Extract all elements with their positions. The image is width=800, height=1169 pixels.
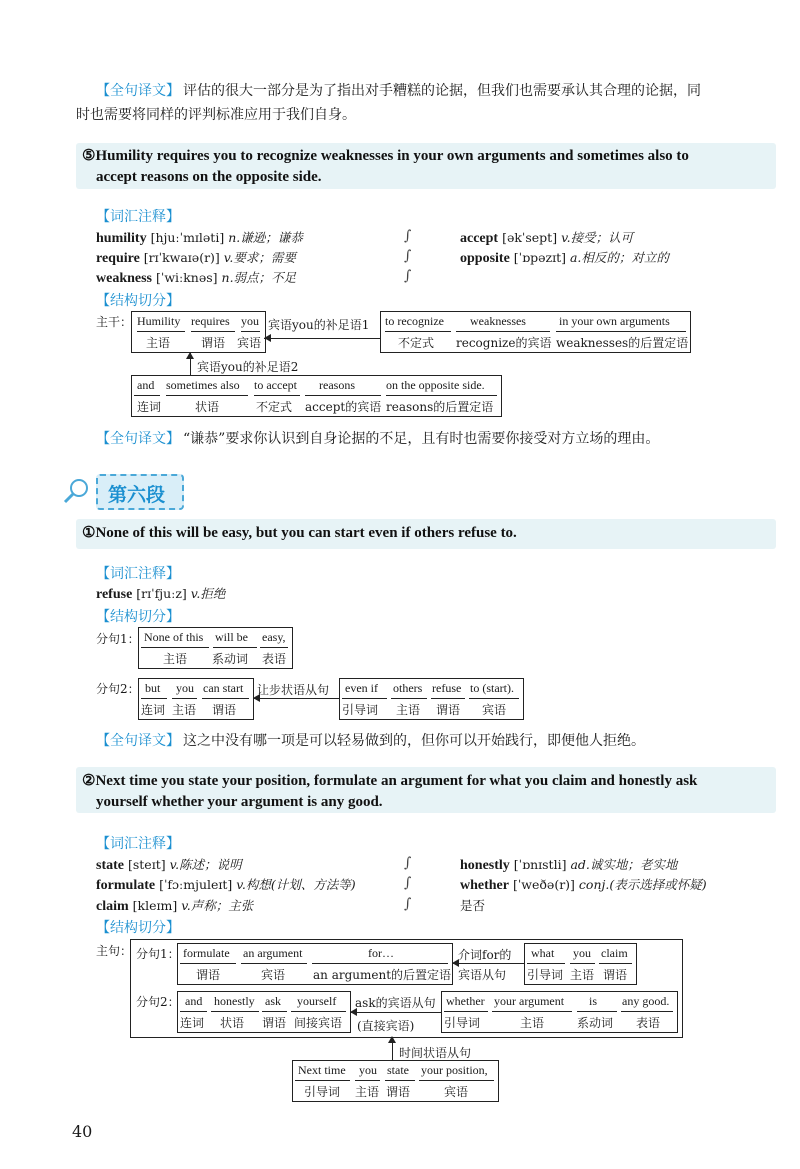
translation-label: 【全句译文】	[96, 83, 180, 99]
sentence-2-line1: ②Next time you state your position, formulate an argument for what you claim and honestly ask	[82, 773, 698, 789]
structure-note: ask的宾语从句	[355, 996, 436, 1010]
structure-word: sometimes also	[166, 378, 240, 392]
vocab-entry: 是否	[460, 898, 486, 913]
clause-label: 分句1：	[136, 947, 180, 961]
structure-word: on the opposite side.	[386, 378, 485, 392]
vocab-entry: humility [hjuːˈmɪləti] n.谦逊；谦恭	[96, 230, 303, 246]
structure-role: 宾语	[482, 703, 507, 717]
translation-text: “谦恭”要求你认识到自身论据的不足，且有时也需要你接受对方立场的理由。	[183, 431, 660, 447]
translation-label: 【全句译文】	[96, 733, 180, 749]
divider-icon: ∫	[404, 268, 412, 284]
structure-role: 连词	[180, 1016, 205, 1030]
vocab-entry: whether [ˈweðə(r)] conj.(表示选择或怀疑)	[460, 877, 707, 893]
vocab-entry: honestly [ˈɒnɪstli] ad.诚实地；老实地	[460, 857, 678, 873]
structure-role: 不定式	[398, 336, 435, 350]
structure-word: you	[359, 1063, 377, 1077]
divider-icon: ∫	[404, 228, 412, 244]
structure-role: 主语	[520, 1016, 545, 1030]
structure-note: 让步状语从句	[257, 683, 330, 697]
translation-text-line1: 评估的很大一部分是为了指出对手糟糕的论据，但我们也需要承认其合理的论据，同	[183, 83, 701, 99]
structure-word: and	[137, 378, 155, 392]
sentence-5-line2: accept reasons on the opposite side.	[96, 169, 322, 185]
structure-role: 间接宾语	[294, 1016, 343, 1030]
structure-word: to recognize	[385, 314, 444, 328]
structure-role: 系动词	[212, 652, 249, 666]
divider-icon: ∫	[404, 855, 412, 871]
structure-word: to accept	[254, 378, 297, 392]
structure-role: accept的宾语	[305, 400, 382, 414]
structure-word: even if	[345, 681, 378, 695]
structure-word: Humility	[137, 314, 181, 328]
structure-word: you	[241, 314, 259, 328]
vocab-entry: state [steɪt] v.陈述；说明	[96, 857, 242, 873]
structure-role: 谓语	[196, 968, 221, 982]
structure-role: 主语	[396, 703, 421, 717]
clause-label: 分句2：	[96, 682, 140, 696]
structure-word: will be	[215, 630, 248, 644]
structure-role: 状语	[220, 1016, 245, 1030]
structure-word: state	[387, 1063, 409, 1077]
structure-role: 引导词	[342, 703, 379, 717]
structure-word: is	[589, 994, 598, 1008]
structure-role: 主语	[355, 1085, 380, 1099]
vocab-entry: claim [kleɪm] v.声称；主张	[96, 898, 254, 914]
structure-role: 主语	[172, 703, 197, 717]
structure-role: 连词	[141, 703, 166, 717]
structure-role: 引导词	[444, 1016, 481, 1030]
structure-word: easy,	[262, 630, 286, 644]
structure-label: 【结构切分】	[96, 293, 180, 309]
structure-role: 宾语	[237, 336, 262, 350]
structure-role: 连词	[137, 400, 162, 414]
structure-word: in your own arguments	[559, 314, 670, 328]
structure-role: 谓语	[262, 1016, 287, 1030]
divider-icon: ∫	[404, 896, 412, 912]
structure-word: formulate	[183, 946, 230, 960]
translation-text-line2: 时也需要将同样的评判标准应用于我们自身。	[76, 107, 356, 123]
main-clause-label: 主句：	[96, 944, 133, 958]
structure-note: 宾语you的补足语1	[268, 318, 370, 332]
structure-role: 不定式	[256, 400, 293, 414]
structure-role: weaknesses的后置定语	[556, 336, 689, 350]
structure-role: 状语	[195, 400, 220, 414]
structure-role: 谓语	[603, 968, 628, 982]
structure-word: for…	[368, 946, 394, 960]
structure-role: 谓语	[436, 703, 461, 717]
structure-role: 谓语	[201, 336, 226, 350]
main-clause-label: 主干：	[96, 315, 133, 329]
structure-note: (直接宾语)	[357, 1019, 415, 1033]
structure-note: 时间状语从句	[399, 1046, 472, 1060]
structure-word: to (start).	[470, 681, 514, 695]
structure-word: others	[393, 681, 423, 695]
vocab-label: 【词汇注释】	[96, 209, 180, 225]
structure-label: 【结构切分】	[96, 609, 180, 625]
translation-label: 【全句译文】	[96, 431, 180, 447]
structure-word: but	[145, 681, 161, 695]
structure-word: yourself	[297, 994, 337, 1008]
structure-word: your position,	[421, 1063, 488, 1077]
structure-word: you	[573, 946, 591, 960]
magnifier-icon	[62, 476, 92, 506]
divider-icon: ∫	[404, 875, 412, 891]
vocab-entry: accept [əkˈsept] v.接受；认可	[460, 230, 634, 246]
structure-word: honestly	[214, 994, 255, 1008]
sentence-2-line2: yourself whether your argument is any good.	[96, 794, 383, 810]
sentence-2	[82, 771, 762, 813]
structure-word: can start	[203, 681, 244, 695]
structure-role: recognize的宾语	[456, 336, 552, 350]
structure-word: ask	[265, 994, 281, 1008]
structure-word: an argument	[243, 946, 303, 960]
vocab-entry: opposite [ˈɒpəzɪt] a.相反的；对立的	[460, 250, 669, 266]
clause-label: 分句2：	[136, 995, 180, 1009]
structure-word: None of this	[144, 630, 204, 644]
structure-role: 系动词	[577, 1016, 614, 1030]
vocab-label: 【词汇注释】	[96, 836, 180, 852]
structure-word: you	[176, 681, 194, 695]
structure-role: reasons的后置定语	[386, 400, 494, 414]
sentence-5-line1: ⑤Humility requires you to recognize weaknesses in your own arguments and sometimes also to	[82, 148, 689, 164]
structure-word: and	[185, 994, 203, 1008]
divider-icon: ∫	[404, 248, 412, 264]
structure-role: 引导词	[304, 1085, 341, 1099]
structure-word: requires	[191, 314, 230, 328]
vocab-entry: require [rɪˈkwaɪə(r)] v.要求；需要	[96, 250, 296, 266]
structure-role: an argument的后置定语	[313, 968, 452, 982]
structure-note: 介词for的	[458, 948, 512, 962]
structure-note: 宾语you的补足语2	[197, 360, 299, 374]
structure-role: 主语	[163, 652, 188, 666]
structure-word: claim	[601, 946, 628, 960]
structure-role: 宾语	[444, 1085, 469, 1099]
structure-word: Next time	[298, 1063, 346, 1077]
clause-label: 分句1：	[96, 632, 140, 646]
structure-label: 【结构切分】	[96, 920, 180, 936]
structure-note: 宾语从句	[458, 968, 507, 982]
sentence-1: ①None of this will be easy, but you can start even if others refuse to.	[82, 525, 517, 541]
vocab-entry: refuse [rɪˈfjuːz] v.拒绝	[96, 586, 226, 602]
structure-role: 宾语	[261, 968, 286, 982]
structure-role: 表语	[262, 652, 287, 666]
structure-role: 谓语	[212, 703, 237, 717]
structure-role: 表语	[636, 1016, 661, 1030]
structure-role: 谓语	[386, 1085, 411, 1099]
structure-word: reasons	[319, 378, 355, 392]
vocab-entry: weakness [ˈwiːknəs] n.弱点；不足	[96, 270, 297, 286]
translation-text: 这之中没有哪一项是可以轻易做到的，但你可以开始践行，即便他人拒绝。	[183, 733, 645, 749]
structure-word: refuse	[432, 681, 462, 695]
vocab-entry: formulate [ˈfɔːmjuleɪt] v.构想(计划、方法等)	[96, 877, 356, 893]
vocab-label: 【词汇注释】	[96, 566, 180, 582]
sentence-5	[82, 146, 762, 188]
page-number: 40	[72, 1122, 93, 1141]
section-heading: 第六段	[96, 474, 184, 510]
structure-word: what	[531, 946, 555, 960]
structure-word: weaknesses	[470, 314, 526, 328]
structure-word: any good.	[622, 994, 670, 1008]
structure-role: 主语	[146, 336, 171, 350]
structure-role: 主语	[570, 968, 595, 982]
structure-role: 引导词	[527, 968, 564, 982]
structure-word: your argument	[494, 994, 565, 1008]
structure-word: whether	[446, 994, 485, 1008]
